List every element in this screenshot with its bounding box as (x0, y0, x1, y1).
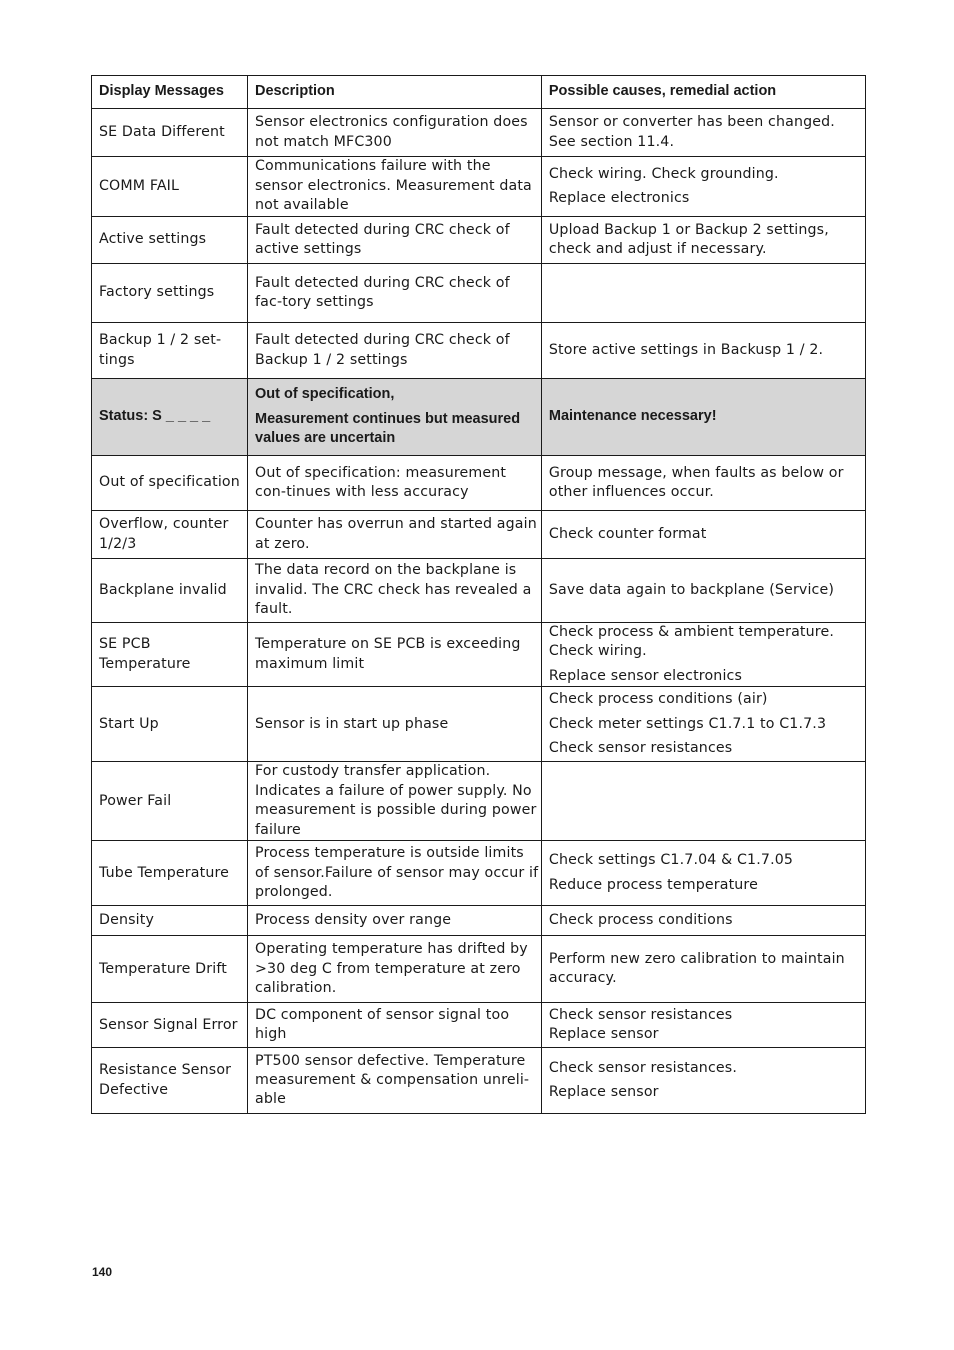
action-line: Replace electronics (548, 190, 690, 206)
description-cell (248, 936, 542, 1003)
table-row (92, 511, 866, 559)
action-line: Check sensor resistances (548, 1006, 733, 1023)
description-cell: Out of specification: measurement con-tinues with less accuracy (248, 456, 542, 511)
description-text: >30 deg C from temperature at zero calibration. (255, 960, 521, 996)
action-cell: Check process conditions (541, 906, 865, 936)
action-line: Replace sensor electronics (548, 667, 743, 684)
message-cell: Overflow, counter 1/2/3 (92, 511, 248, 559)
action-cell: Sensor or converter has been changed. See section 11.4. (541, 109, 865, 157)
action-line: Check meter settings C1.7.1 to C1.7.3 (548, 715, 827, 732)
table-row (92, 559, 866, 623)
description-cell: Temperature on SE PCB is exceeding maximum limit (248, 623, 542, 687)
description-cell: Process density over range (248, 906, 542, 936)
table-row (92, 841, 866, 906)
message-cell: Sensor Signal Error (92, 1003, 248, 1048)
action-line: Check wiring. Check grounding. (548, 165, 779, 182)
message-cell: Tube Temperature (92, 841, 248, 906)
description-cell: Fault detected during CRC check of fac-tory settings (248, 264, 542, 323)
description-cell: PT500 sensor defective. Temperature measurement & compensation unreli-able (248, 1048, 542, 1114)
action-line: Check process conditions (air) (548, 691, 768, 708)
description-cell: DC component of sensor signal too high (248, 1003, 542, 1048)
action-line: Check process & ambient temperature. Check wiring. (548, 624, 834, 660)
table-row (92, 687, 866, 762)
action-cell: Check counter format (541, 511, 865, 559)
status-description-line: Out of specification, (255, 386, 395, 403)
action-cell (541, 687, 865, 762)
message-cell: Backup 1 / 2 set-tings (92, 323, 248, 379)
description-cell: Communications failure with the sensor electronics. Measurement data not available (248, 157, 542, 217)
message-cell: SE Data Different (92, 109, 248, 157)
action-cell-empty (541, 762, 865, 841)
table-row (92, 1048, 866, 1114)
action-cell (541, 841, 865, 906)
table-row (92, 109, 866, 157)
action-cell (541, 1048, 865, 1114)
message-cell: Resistance Sensor Defective (92, 1048, 248, 1114)
message-cell: Temperature Drift (92, 936, 248, 1003)
display-messages-table (91, 75, 866, 1114)
description-cell: Process temperature is outside limits of sensor.Failure of sensor may occur if prolonged. (248, 841, 542, 906)
description-cell: For custody transfer application. Indicates a failure of power supply. No measurement is possible during power failure (248, 762, 542, 841)
table-row (92, 264, 866, 323)
status-code-cell: Status: S _ _ _ _ (92, 379, 248, 456)
table-row (92, 623, 866, 687)
table-row (92, 906, 866, 936)
description-cell: Fault detected during CRC check of active settings (248, 217, 542, 264)
description-cell: Counter has overrun and started again at zero. (248, 511, 542, 559)
header-description: Description (248, 76, 542, 109)
status-action-cell: Maintenance necessary! (541, 379, 865, 456)
status-section-row (92, 379, 866, 456)
description-cell: Fault detected during CRC check of Backup 1 / 2 settings (248, 323, 542, 379)
message-cell: Start Up (92, 687, 248, 762)
table-row (92, 762, 866, 841)
action-cell: Save data again to backplane (Service) (541, 559, 865, 623)
action-cell: Upload Backup 1 or Backup 2 settings, check and adjust if necessary. (541, 217, 865, 264)
table-header-row (92, 76, 866, 109)
status-description-cell (248, 379, 542, 456)
page-number: 140 (92, 1265, 113, 1279)
description-cell: The data record on the backplane is invalid. The CRC check has revealed a fault. (248, 559, 542, 623)
table-row (92, 323, 866, 379)
action-cell: Perform new zero calibration to maintain accuracy. (541, 936, 865, 1003)
action-cell (541, 1003, 865, 1048)
message-cell: Out of specification (92, 456, 248, 511)
message-cell: Density (92, 906, 248, 936)
table-row (92, 1003, 866, 1048)
header-possible-causes: Possible causes, remedial action (541, 76, 865, 109)
description-cell: Sensor electronics configuration does not match MFC300 (248, 109, 542, 157)
message-cell: SE PCB Temperature (92, 623, 248, 687)
header-display-messages: Display Messages (92, 76, 248, 109)
table-row (92, 217, 866, 264)
message-cell: Active settings (92, 217, 248, 264)
action-cell (541, 623, 865, 687)
description-text: Operating temperature has drifted by (255, 941, 528, 958)
action-line: Check sensor resistances (548, 739, 733, 756)
table-row (92, 456, 866, 511)
message-cell: Backplane invalid (92, 559, 248, 623)
action-cell: Store active settings in Backusp 1 / 2. (541, 323, 865, 379)
action-line: Check settings C1.7.04 & C1.7.05 (548, 852, 794, 869)
message-cell: Factory settings (92, 264, 248, 323)
action-line: Replace sensor (548, 1026, 659, 1043)
message-cell: COMM FAIL (92, 157, 248, 217)
message-cell: Power Fail (92, 762, 248, 841)
action-cell-empty (541, 264, 865, 323)
action-line: Check sensor resistances. (548, 1059, 737, 1076)
table-row (92, 936, 866, 1003)
status-description-line: Measurement continues but measured values are uncertain (255, 410, 521, 447)
description-cell: Sensor is in start up phase (248, 687, 542, 762)
action-cell: Group message, when faults as below or other influences occur. (541, 456, 865, 511)
action-line: Replace sensor (548, 1084, 659, 1101)
action-cell (541, 157, 865, 217)
table-row (92, 157, 866, 217)
action-line: Reduce process temperature (548, 876, 758, 893)
